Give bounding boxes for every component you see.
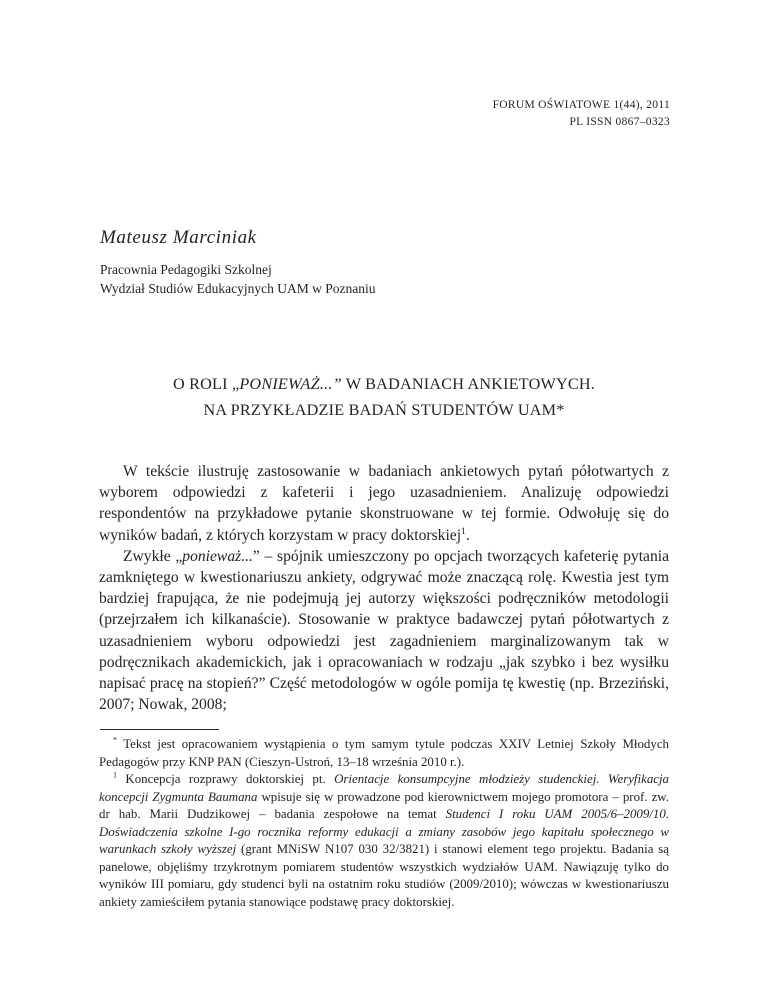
article-title-line-2: NA PRZYKŁADZIE BADAŃ STUDENTÓW UAM* (203, 401, 565, 419)
body-paragraph: Zwykłe „ponieważ...” – spójnik umieszczony po opcjach tworzących kafeterię pytania zamkniętego w kwestionariuszu ankiety, odgrywać może znaczącą rolę. Kwestia jest tym bardziej frapująca, że nie podejmują jej autorzy większości podręczników metodologii (przejrzałem ich kilkanaście). Stosowanie w praktyce badawczej pytań półotwartych z uzasadnieniem wyboru odpowiedzi jest zagadnieniem marginalizowanym tak w podręcznikach akademickich, jak i opracowaniach w rodzaju „jak szybko i bez wysiłku napisać pracę na stopień?” Część metodologów w ogóle pomija tę kwestię (np. Brzeziński, 2007; Nowak, 2008; (99, 547, 669, 714)
affiliation-line: Wydział Studiów Edukacyjnych UAM w Poznaniu (100, 281, 376, 296)
article-title (99, 371, 669, 423)
article-body (99, 461, 669, 715)
author-affiliation (100, 260, 376, 298)
article-title-line-1: O ROLI „PONIEWAŻ...” W BADANIACH ANKIETOWYCH. (173, 375, 595, 393)
author-block (100, 227, 376, 298)
issn-line: PL ISSN 0867–0323 (569, 116, 670, 128)
author-name: Mateusz Marciniak (100, 227, 257, 248)
footnote-item: * Tekst jest opracowaniem wystąpienia o tym samym tytule podczas XXIV Letniej Szkoły Młodych Pedagogów przy KNP PAN (Cieszyn-Ustroń, 13–18 września 2010 r.). (99, 735, 669, 769)
journal-header (493, 97, 670, 131)
body-paragraph: W tekście ilustruję zastosowanie w badaniach ankietowych pytań półotwartych z wyborem odpowiedzi z kafeterii i jego uzasadnieniem. Analizuję odpowiedzi respondentów na przykładowe pytanie skonstruowane w tej formie. Odwołuję się do wyników badań, z których korzystam w pracy doktorskiej$^1$. (99, 463, 669, 544)
affiliation-line: Pracownia Pedagogiki Szkolnej (100, 262, 272, 277)
footnotes (99, 736, 669, 911)
footnote-item: $^1$ Koncepcja rozprawy doktorskiej pt. Orientacje konsumpcyjne młodzieży studenckiej. Weryfikacja koncepcji Zygmunta Baumana wpisuje się w prowadzone pod kierownictwem mojego promotora – prof. zw. dr hab. Marii Dudzikowej – badania zespołowe na temat Studenci I roku UAM 2005/6–2009/10. Doświadczenia szkolne I-go rocznika reformy edukacji a zmiany zasobów jego kapitału społecznego w warunkach szkoły wyższej (grant MNiSW N107 030 32/3821) i stanowi element tego projektu. Badania są panelowe, objęliśmy trzykrotnym pomiarem studentów wszystkich wydziałów UAM. Nawiązuję tylko do wyników III pomiaru, gdy studenci byli na ostatnim roku studiów (2009/2010); wówczas w kwestionariuszu ankiety zamieściłem pytania stanowiące podstawę pracy doktorskiej. (99, 770, 670, 909)
journal-issue-line: FORUM OŚWIATOWE 1(44), 2011 (492, 99, 670, 111)
footnote-separator (100, 729, 219, 730)
